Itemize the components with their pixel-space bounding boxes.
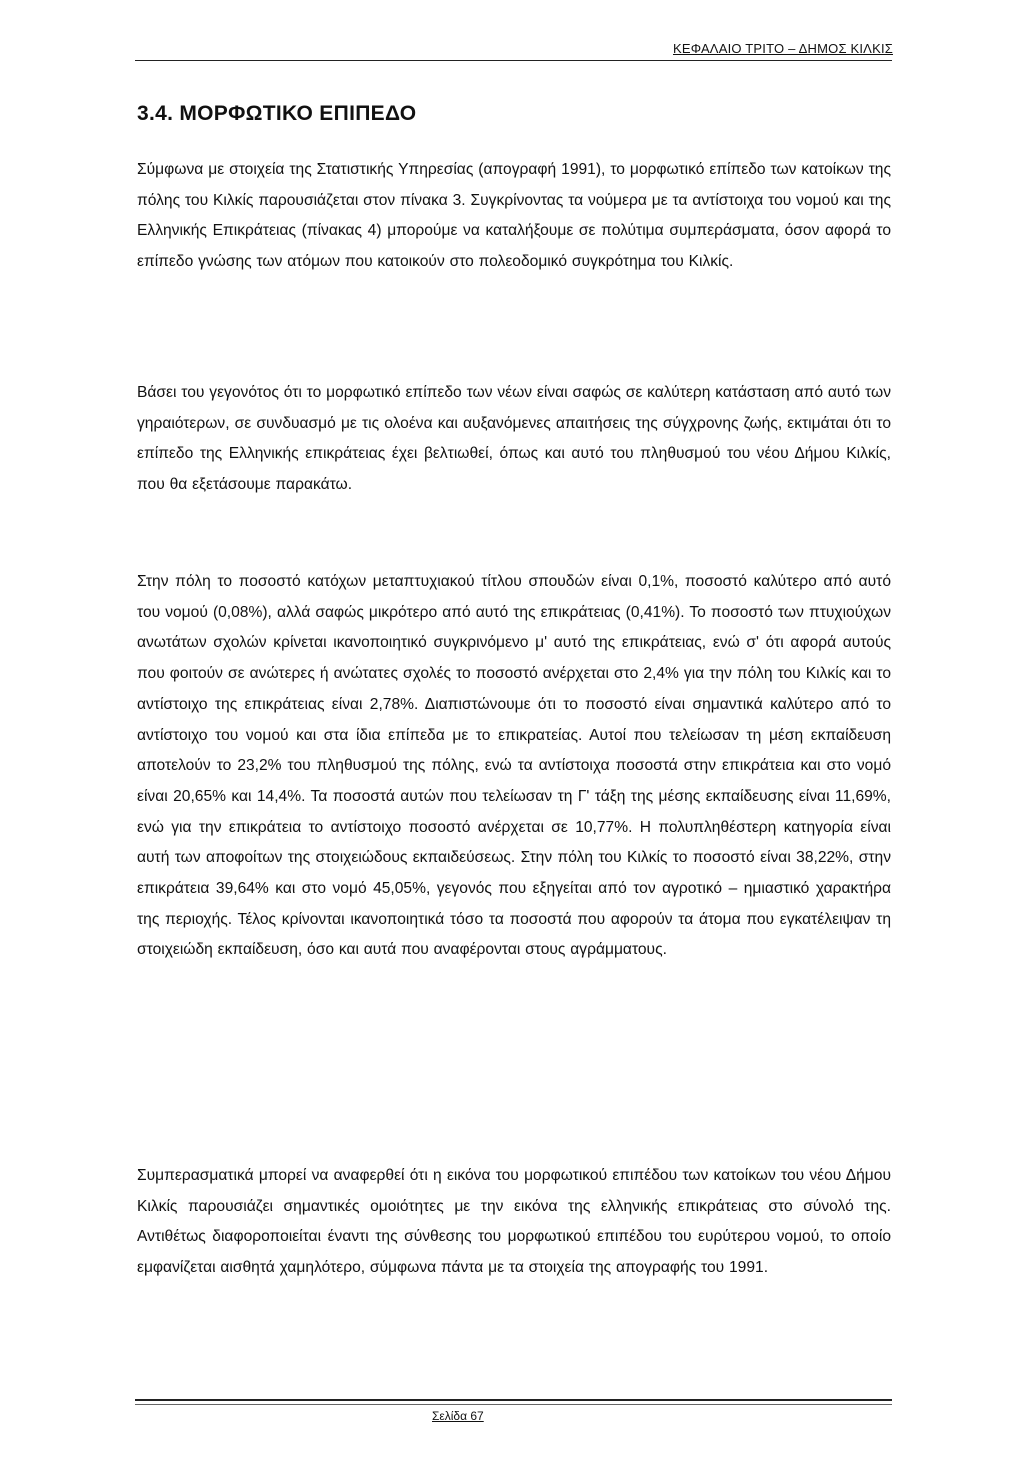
section-title: 3.4. ΜΟΡΦΩΤΙΚΟ ΕΠΙΠΕΔΟ [137,102,417,125]
chapter-header: ΚΕΦΑΛΑΙΟ ΤΡΙΤΟ – ΔΗΜΟΣ ΚΙΛΚΙΣ [673,41,893,56]
footer-rule-secondary [135,1404,892,1405]
paragraph-conclusion: Συμπερασματικά μπορεί να αναφερθεί ότι η εικόνα του μορφωτικού επιπέδου των κατοίκων του νέου Δήμου Κιλκίς παρουσιάζει σημαντικές ομοιότητες με την εικόνα της ελληνικής επικράτειας στο σύνολό της. Αντιθέτως διαφοροποιείται έναντι της σύνθεσης του μορφωτικού επιπέδου του ευρύτερου νομού, το οποίο εμφανίζεται αισθητά χαμηλότερο, σύμφωνα πάντα με τα στοιχεία της απογραφής του 1991. [137,1167,891,1277]
paragraph-intro: Σύμφωνα με στοιχεία της Στατιστικής Υπηρεσίας (απογραφή 1991), το μορφωτικό επίπεδο των κατοίκων της πόλης του Κιλκίς παρουσιάζεται στον πίνακα 3. Συγκρίνοντας τα νούμερα με τα αντίστοιχα του νομού και της Ελληνικής Επικράτειας (πίνακας 4) μπορούμε να καταλήξουμε σε πολύτιμα συμπεράσματα, όσον αφορά το επίπεδο γνώσης των ατόμων που κατοικούν στο πολεοδομικό συγκρότημα του Κιλκίς. [137,161,891,271]
header-rule [135,60,892,61]
paragraph-statistics: Στην πόλη το ποσοστό κατόχων μεταπτυχιακού τίτλου σπουδών είναι 0,1%, ποσοστό καλύτερο από αυτό του νομού (0,08%), αλλά σαφώς μικρότερο από αυτό της επικράτειας (0,41%). Το ποσοστό των πτυχιούχων ανωτάτων σχολών κρίνεται ικανοποιητικό συγκρινόμενο μ' αυτό της επικράτειας, ενώ σ' ότι αφορά αυτούς που φοιτούν σε ανώτερες ή ανώτατες σχολές το ποσοστό ανέρχεται στο 2,4% για την πόλη του Κιλκίς και το αντίστοιχο της επικράτειας είναι 2,78%. Διαπιστώνουμε ότι το ποσοστό είναι σημαντικά καλύτερο από το αντίστοιχο του νομού και στα ίδια επίπεδα με το επικρατείας. Αυτοί που τελείωσαν τη μέση εκπαίδευση αποτελούν το 23,2% του πληθυσμού της πόλης, ενώ τα αντίστοιχα ποσοστά στην επικράτεια και στο νομό είναι 20,65% και 14,4%. Τα ποσοστά αυτών που τελείωσαν τη Γ' τάξη της μέσης εκπαίδευσης είναι 11,69%, ενώ για την επικράτεια το αντίστοιχο ποσοστό ανέρχεται σε 10,77%. Η πολυπληθέστερη κατηγορία είναι αυτή των αποφοίτων της στοιχειώδους εκπαιδεύσεως. Στην πόλη του Κιλκίς το ποσοστό είναι 38,22%, στην επικράτεια 39,64% και στο νομό 45,05%, γεγονός που εξηγείται από τον αγροτικό – ημιαστικό χαρακτήρα της περιοχής. Τέλος κρίνονται ικανοποιητικά τόσο τα ποσοστά που αφορούν τα άτομα που εγκατέλειψαν τη στοιχειώδη εκπαίδευση, όσο και αυτά που αναφέρονται στους αγράμματους. [137,573,891,959]
paragraph-education-trend: Βάσει του γεγονότος ότι το μορφωτικό επίπεδο των νέων είναι σαφώς σε καλύτερη κατάσταση από αυτό των γηραιότερων, σε συνδυασμό με τις ολοένα και αυξανόμενες απαιτήσεις της σύγχρονης ζωής, εκτιμάται ότι το επίπεδο της Ελληνικής επικράτειας έχει βελτιωθεί, όπως και αυτό του πληθυσμού του νέου Δήμου Κιλκίς, που θα εξετάσουμε παρακάτω. [137,384,891,494]
footer-rule [135,1399,892,1401]
page-number: Σελίδα 67 [432,1409,484,1423]
